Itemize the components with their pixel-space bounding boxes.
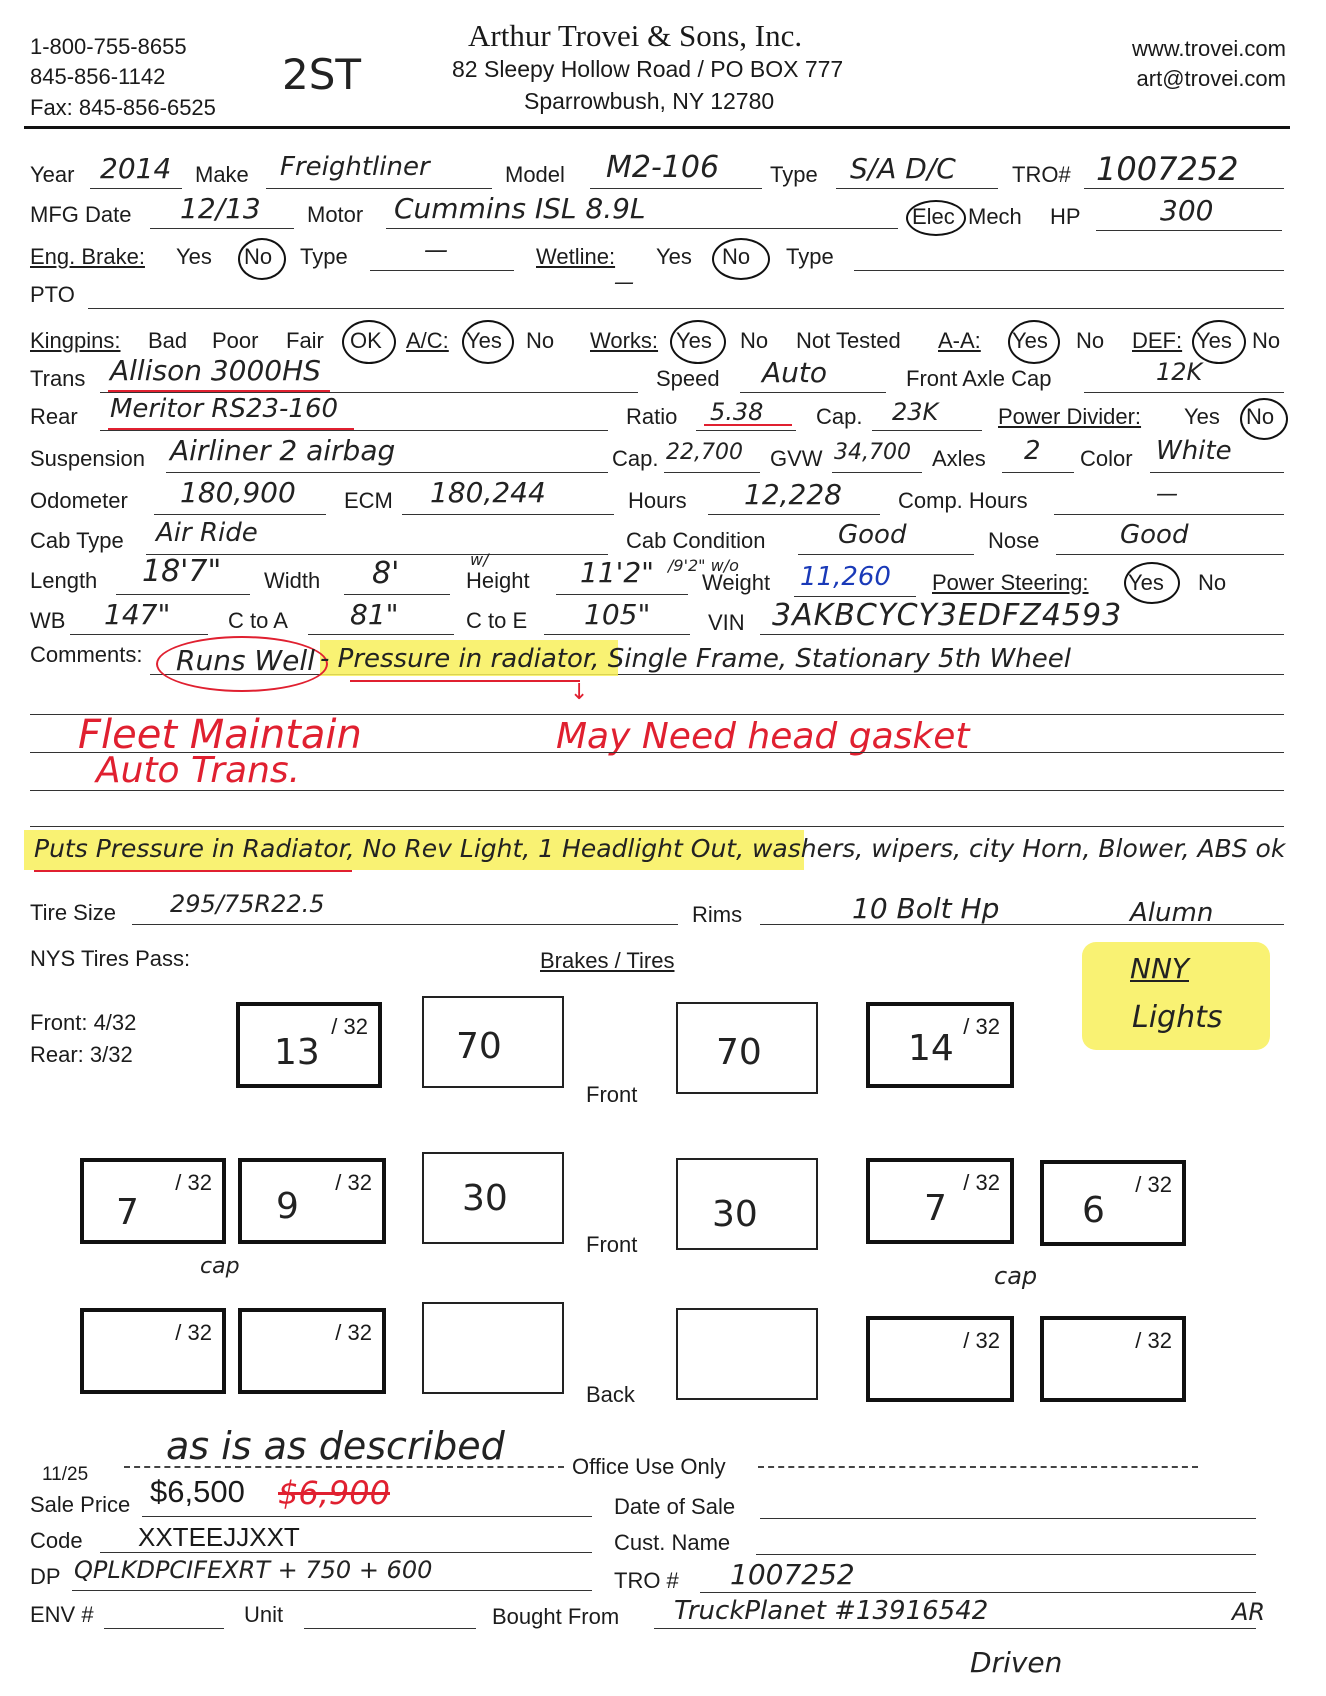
value-odometer: 180,900 (180, 476, 296, 509)
brake-rear1-right (676, 1158, 818, 1250)
aa-no: No (1076, 328, 1105, 353)
label-axles: Axles (932, 446, 986, 471)
label-elec: Elec (912, 204, 955, 229)
value-speed: Auto (762, 356, 828, 389)
label-tire-size: Tire Size (30, 900, 116, 925)
company-website: www.trovei.com (1131, 36, 1286, 61)
label-rims: Rims (692, 902, 743, 927)
phone-local: 845-856-1142 (30, 64, 166, 89)
label-mfg-date: MFG Date (30, 202, 132, 227)
comment-line-2: Puts Pressure in Radiator, No Rev Light, 1 Headlight Out, washers, wipers, city Horn, Blower, ABS ok (34, 834, 1286, 863)
tire-rear1-left-inner: / 32 9 (238, 1158, 386, 1244)
tire-rear2-right-inner: / 32 (866, 1316, 1014, 1402)
value-mfg-date: 12/13 (180, 192, 261, 225)
label-front-2: Front (586, 1232, 638, 1257)
note-lights: Lights (1132, 1000, 1223, 1035)
label-power-divider: Power Divider: (998, 404, 1142, 429)
label-cab-type: Cab Type (30, 528, 124, 553)
value-height-note-w: w/ (470, 550, 489, 569)
brake-front-right (676, 1002, 818, 1094)
tire-value: 7 (924, 1188, 947, 1229)
value-year: 2014 (100, 152, 172, 185)
company-address-2: Sparrowbush, NY 12780 (524, 88, 775, 114)
label-front-1: Front (586, 1082, 638, 1107)
value-height: 11'2" (580, 556, 655, 589)
label-tro-2: TRO # (614, 1568, 679, 1593)
label-env: ENV # (30, 1602, 94, 1627)
tire-rear2-right-outer: / 32 (1040, 1316, 1186, 1402)
brake-value: 30 (462, 1178, 508, 1219)
tire-value: 6 (1082, 1190, 1105, 1231)
label-bought-from: Bought From (492, 1604, 620, 1629)
label-wb: WB (30, 608, 66, 633)
value-c-to-a: 81" (350, 598, 399, 631)
label-wetline: Wetline: (536, 244, 616, 269)
value-axles: 2 (1024, 436, 1041, 466)
label-hours: Hours (628, 488, 687, 513)
rear-underline-red (108, 428, 354, 430)
value-trans: Allison 3000HS (110, 354, 321, 387)
label-hp: HP (1050, 204, 1081, 229)
label-nys-tires: NYS Tires Pass: (30, 946, 191, 971)
label-wetline-type: Type (786, 244, 834, 269)
label-weight: Weight (702, 570, 771, 595)
label-dp: DP (30, 1564, 61, 1589)
label-odometer: Odometer (30, 488, 128, 513)
ac-no: No (526, 328, 555, 353)
label-front-axle-cap: Front Axle Cap (906, 366, 1052, 391)
value-hp: 300 (1160, 194, 1214, 227)
label-code: Code (30, 1528, 83, 1553)
label-tro: TRO# (1012, 162, 1071, 187)
tire-value: 14 (908, 1028, 954, 1069)
power-steering-yes: Yes (1128, 570, 1164, 595)
label-front-spec: Front: 4/32 (30, 1010, 137, 1035)
tire-rear2-left-outer: / 32 (80, 1308, 226, 1394)
label-ratio: Ratio (626, 404, 678, 429)
label-unit: Unit (244, 1602, 284, 1627)
office-dash-left (124, 1466, 564, 1468)
comment-auto-trans: Auto Trans. (96, 750, 301, 791)
value-ratio: 5.38 (710, 398, 764, 426)
tire-rear1-left-outer: / 32 7 (80, 1158, 226, 1244)
label-vin: VIN (708, 610, 745, 635)
label-eng-brake-type: Type (300, 244, 348, 269)
value-comp-hours: — (1156, 482, 1178, 507)
value-ecm: 180,244 (430, 476, 546, 509)
value-wb: 147" (104, 598, 171, 631)
value-sale-price: $6,500 (150, 1474, 245, 1509)
eng-brake-yes: Yes (176, 244, 212, 269)
label-ecm: ECM (344, 488, 393, 513)
value-length: 18'7" (142, 554, 222, 589)
label-year: Year (30, 162, 75, 187)
value-tro-2: 1007252 (730, 1558, 855, 1591)
note-cap-right: cap (994, 1262, 1038, 1290)
value-suspension: Airliner 2 airbag (170, 434, 396, 467)
power-divider-yes: Yes (1184, 404, 1220, 429)
label-rear-spec: Rear: 3/32 (30, 1042, 133, 1067)
tire-value: 7 (116, 1192, 139, 1233)
value-dp: QPLKDPCIFEXRT + 750 + 600 (74, 1556, 433, 1584)
tire-front-right-outer: / 32 14 (866, 1002, 1014, 1088)
value-hours: 12,228 (744, 478, 842, 511)
label-eng-brake: Eng. Brake: (30, 244, 145, 269)
tire-rear1-right-inner: / 32 7 (866, 1158, 1014, 1244)
value-type: S/A D/C (850, 152, 956, 185)
value-tire-size: 295/75R22.5 (170, 890, 325, 918)
value-make: Freightliner (280, 152, 430, 182)
label-c-to-e: C to E (466, 608, 528, 633)
brake-rear2-right (676, 1308, 818, 1400)
ratio-underline-red (704, 424, 792, 426)
wetline-no: No (722, 244, 751, 269)
note-driven: Driven (970, 1646, 1063, 1679)
note-nny: NNY (1130, 952, 1189, 985)
label-model: Model (505, 162, 565, 187)
comment-runs-well: Runs Well (176, 644, 315, 677)
eng-brake-no: No (244, 244, 273, 269)
label-sale-price: Sale Price (30, 1492, 131, 1517)
brake-front-left (422, 996, 564, 1088)
sale-date-small: 11/25 (42, 1464, 89, 1485)
label-nose: Nose (988, 528, 1040, 553)
power-steering-no: No (1198, 570, 1227, 595)
label-gvw: GVW (770, 446, 823, 471)
kingpins-fair: Fair (286, 328, 324, 353)
value-width: 8' (372, 556, 400, 591)
label-trans: Trans (30, 366, 86, 391)
brake-value: 70 (716, 1032, 762, 1073)
label-c-to-a: C to A (228, 608, 288, 633)
label-suspension: Suspension (30, 446, 145, 471)
label-power-steering: Power Steering: (932, 570, 1089, 595)
label-aa: A-A: (938, 328, 981, 353)
office-dash-right (758, 1466, 1198, 1468)
value-front-axle-cap: 12K (1156, 358, 1203, 386)
aa-yes: Yes (1012, 328, 1048, 353)
label-susp-cap: Cap. (612, 446, 659, 471)
label-height: Height (466, 568, 530, 593)
value-wetline-dash: — (614, 270, 634, 294)
comment-fleet-maintain: Fleet Maintain (78, 712, 362, 758)
label-mech: Mech (968, 204, 1022, 229)
label-motor: Motor (307, 202, 364, 227)
company-address-1: 82 Sleepy Hollow Road / PO BOX 777 (452, 56, 844, 82)
kingpins-poor: Poor (212, 328, 259, 353)
company-name: Arthur Trovei & Sons, Inc. (468, 18, 803, 53)
fax-number: Fax: 845-856-6525 (30, 95, 216, 120)
value-rims-2: Alumn (1130, 898, 1214, 928)
company-email: art@trovei.com (1136, 66, 1286, 91)
label-date-of-sale: Date of Sale (614, 1494, 736, 1519)
kingpins-bad: Bad (148, 328, 188, 353)
brake-rear2-left (422, 1302, 564, 1394)
tire-rear1-right-outer: / 32 6 (1040, 1160, 1186, 1246)
label-length: Length (30, 568, 98, 593)
trans-underline-red (108, 390, 330, 392)
value-susp-cap: 22,700 (666, 440, 743, 465)
label-rear: Rear (30, 404, 78, 429)
note-as-is: as is as described (166, 1424, 505, 1468)
kingpins-ok: OK (350, 328, 382, 353)
works-no: No (740, 328, 769, 353)
works-not-tested: Not Tested (796, 328, 901, 353)
value-vin: 3AKBCYCY3EDFZ4593 (772, 598, 1123, 633)
label-type: Type (770, 162, 818, 187)
label-rear-cap: Cap. (816, 404, 863, 429)
label-cust-name: Cust. Name (614, 1530, 731, 1555)
value-height-note: /9'2" w/o (668, 556, 739, 575)
comment-arrow-red (350, 680, 580, 682)
value-eng-brake-type: — (424, 236, 448, 264)
value-nose: Good (1120, 520, 1189, 550)
label-cab-condition: Cab Condition (626, 528, 766, 553)
value-rims: 10 Bolt Hp (852, 892, 1000, 925)
label-brakes-tires: Brakes / Tires (540, 948, 675, 973)
label-pto: PTO (30, 282, 75, 307)
value-code: XXTEEJJXXT (138, 1522, 300, 1552)
comment-line-2-underline (34, 870, 352, 872)
value-color: White (1156, 436, 1232, 466)
label-make: Make (195, 162, 249, 187)
value-old-price: $6,900 (278, 1474, 390, 1512)
works-yes: Yes (676, 328, 712, 353)
label-comp-hours: Comp. Hours (898, 488, 1028, 513)
handwritten-code: 2ST (282, 50, 362, 99)
tire-front-left-outer: / 32 13 (236, 1002, 382, 1088)
power-divider-no: No (1246, 404, 1275, 429)
value-tro: 1007252 (1096, 150, 1239, 188)
tire-value: 9 (276, 1186, 299, 1227)
comment-arrow-head: ↓ (570, 680, 589, 705)
label-ac: A/C: (406, 328, 449, 353)
phone-tollfree: 1-800-755-8655 (30, 34, 187, 59)
comment-head-gasket: May Need head gasket (556, 716, 970, 757)
brake-value: 30 (712, 1194, 758, 1235)
value-model: M2-106 (606, 150, 720, 185)
label-width: Width (264, 568, 321, 593)
def-yes: Yes (1196, 328, 1232, 353)
ac-yes: Yes (466, 328, 502, 353)
value-c-to-e: 105" (584, 598, 651, 631)
header-divider (24, 126, 1290, 129)
tire-value: 13 (274, 1032, 320, 1073)
tire-rear2-left-inner: / 32 (238, 1308, 386, 1394)
comment-line-1: - Pressure in radiator, Single Frame, Stationary 5th Wheel (320, 644, 1071, 674)
label-back: Back (586, 1382, 635, 1407)
label-kingpins: Kingpins: (30, 328, 121, 353)
label-works: Works: (590, 328, 659, 353)
label-comments: Comments: (30, 642, 143, 667)
brake-rear1-left (422, 1152, 564, 1244)
value-rear: Meritor RS23-160 (110, 394, 339, 424)
brake-value: 70 (456, 1026, 502, 1067)
label-office-use: Office Use Only (572, 1454, 726, 1479)
value-rear-cap: 23K (892, 398, 939, 426)
label-def: DEF: (1132, 328, 1183, 353)
wetline-yes: Yes (656, 244, 692, 269)
label-speed: Speed (656, 366, 720, 391)
value-bought-from: TruckPlanet #13916542 (674, 1596, 989, 1626)
value-gvw: 34,700 (834, 440, 911, 465)
value-cab-condition: Good (838, 520, 907, 550)
value-weight: 11,260 (800, 562, 891, 592)
value-motor: Cummins ISL 8.9L (394, 192, 646, 225)
note-cap-left: cap (200, 1254, 240, 1279)
value-cab-type: Air Ride (156, 518, 258, 548)
def-no: No (1252, 328, 1281, 353)
label-color: Color (1080, 446, 1133, 471)
value-initials: AR (1232, 1598, 1266, 1626)
